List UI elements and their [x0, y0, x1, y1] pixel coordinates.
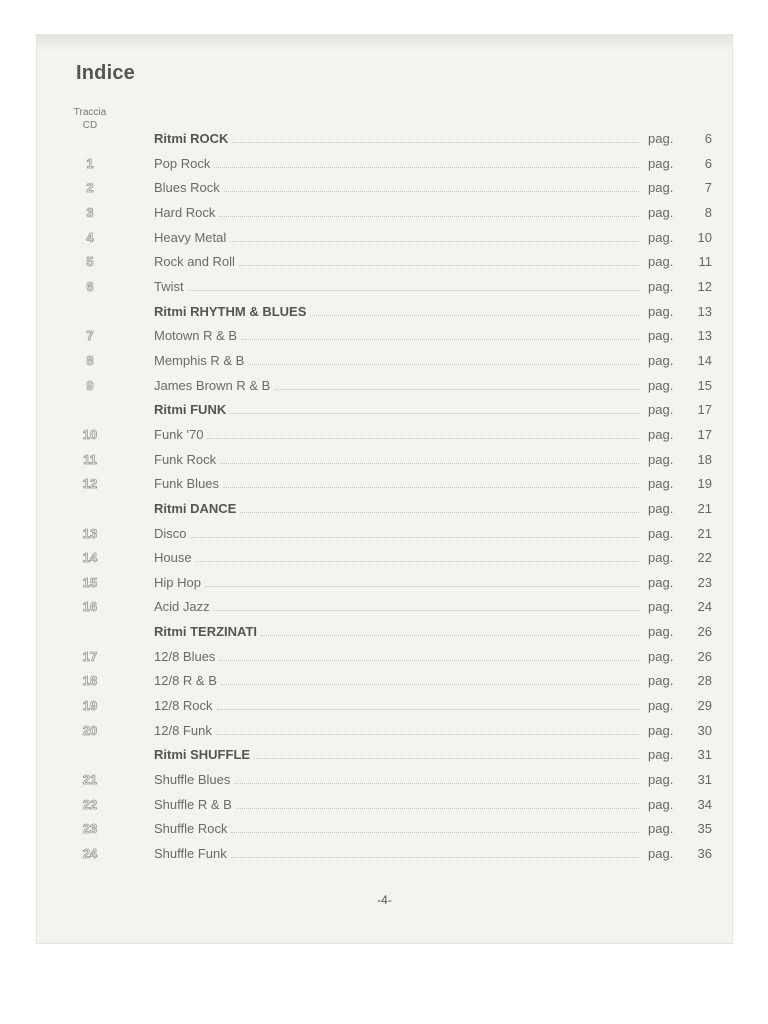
pag-label: pag. — [648, 550, 674, 566]
page-reference: 29 — [697, 698, 712, 714]
index-entry-row — [36, 152, 733, 177]
entry-label-group — [154, 402, 645, 417]
page-reference: 21 — [697, 525, 712, 541]
rhythm-title: 12/8 Funk — [154, 722, 212, 738]
section-title: Ritmi SHUFFLE — [154, 747, 251, 763]
dot-leader — [196, 551, 639, 562]
index-entry-row — [36, 645, 733, 670]
pag-label: pag. — [648, 476, 674, 492]
scanned-page — [36, 34, 733, 944]
entry-label-group — [154, 747, 645, 762]
dot-leader — [239, 255, 639, 266]
pag-label: pag. — [648, 722, 674, 738]
track-number: 12 — [82, 476, 98, 492]
track-number: 15 — [82, 574, 98, 590]
page-reference: 12 — [697, 278, 712, 294]
page-reference: 13 — [697, 328, 712, 344]
dot-leader — [188, 280, 639, 291]
rhythm-title: 12/8 Blues — [154, 648, 216, 664]
index-entry-row — [36, 423, 733, 448]
page-reference: 31 — [697, 747, 712, 763]
page-reference: 36 — [697, 846, 712, 862]
page-reference: 23 — [697, 574, 712, 590]
dot-leader — [214, 600, 639, 611]
entry-label-group — [154, 772, 645, 787]
track-number: 3 — [86, 204, 94, 220]
track-header-line-2: CD — [82, 120, 98, 131]
track-number: 9 — [86, 377, 94, 393]
pag-label: pag. — [648, 352, 674, 368]
pag-label: pag. — [648, 204, 674, 220]
entry-label-group — [154, 254, 645, 269]
rhythm-title: Heavy Metal — [154, 229, 227, 245]
dot-leader — [217, 699, 639, 710]
pag-label: pag. — [648, 525, 674, 541]
dot-leader — [207, 428, 639, 439]
page-reference: 35 — [697, 821, 712, 837]
pag-label: pag. — [648, 328, 674, 344]
dot-leader — [230, 231, 639, 242]
dot-leader — [220, 453, 639, 464]
entry-label-group — [154, 624, 645, 639]
rhythm-title: Shuffle Funk — [154, 846, 227, 862]
rhythm-title: Shuffle Rock — [154, 821, 228, 837]
dot-leader — [232, 132, 639, 143]
index-entry-row — [36, 275, 733, 300]
rhythm-title: Shuffle Blues — [154, 772, 231, 788]
pag-label: pag. — [648, 131, 674, 146]
pag-label: pag. — [648, 254, 674, 270]
entry-label-group — [154, 476, 645, 491]
rhythm-title: Acid Jazz — [154, 599, 210, 615]
page-reference: 21 — [697, 500, 712, 516]
index-entry-row — [36, 448, 733, 473]
pag-label: pag. — [648, 180, 674, 196]
rhythm-title: Hard Rock — [154, 204, 216, 220]
dot-leader — [234, 773, 639, 784]
page-reference: 17 — [697, 426, 712, 442]
rhythm-title: Hip Hop — [154, 574, 201, 590]
rhythm-title: James Brown R & B — [154, 377, 271, 393]
page-reference: 24 — [697, 599, 712, 615]
dot-leader — [219, 206, 639, 217]
rhythm-title: 12/8 Rock — [154, 698, 213, 714]
rhythm-title: Memphis R & B — [154, 352, 245, 368]
page-reference: 17 — [697, 402, 712, 418]
index-entry-row — [36, 349, 733, 374]
dot-leader — [231, 822, 639, 833]
track-number: 22 — [82, 796, 98, 812]
page-reference: 18 — [697, 451, 712, 467]
page-reference: 10 — [697, 229, 712, 245]
track-number: 14 — [82, 550, 98, 566]
index-entry-row — [36, 472, 733, 497]
rhythm-title: Pop Rock — [154, 155, 211, 171]
entry-label-group — [154, 378, 645, 393]
dot-leader — [221, 674, 639, 685]
dot-leader — [219, 650, 639, 661]
entry-label-group — [154, 131, 645, 146]
rhythm-title: Twist — [154, 278, 184, 294]
page-reference: 19 — [697, 476, 712, 492]
page-reference: 26 — [697, 648, 712, 664]
track-number: 6 — [86, 278, 94, 294]
entry-label-group — [154, 698, 645, 713]
track-number: 17 — [82, 648, 98, 664]
page-reference: 34 — [697, 796, 712, 812]
entry-label-group — [154, 526, 645, 541]
page-reference: 7 — [704, 180, 712, 196]
entry-label-group — [154, 230, 645, 245]
dot-leader — [216, 724, 639, 735]
page-reference: 6 — [704, 155, 712, 171]
entry-label-group — [154, 599, 645, 614]
index-entry-row — [36, 817, 733, 842]
page-reference: 28 — [697, 673, 712, 689]
rhythm-title: Funk Rock — [154, 451, 217, 467]
section-title: Ritmi TERZINATI — [154, 624, 258, 640]
dot-leader — [214, 157, 639, 168]
pag-label: pag. — [648, 574, 674, 590]
page-reference: 30 — [697, 722, 712, 738]
index-entry-row — [36, 250, 733, 275]
pag-label: pag. — [648, 821, 674, 837]
rhythm-title: Blues Rock — [154, 180, 220, 196]
track-number: 19 — [82, 698, 98, 714]
dot-leader — [261, 625, 639, 636]
pag-label: pag. — [648, 500, 674, 516]
pag-label: pag. — [648, 772, 674, 788]
index-entry-row — [36, 546, 733, 571]
rhythm-title: House — [154, 550, 192, 566]
entry-label-group — [154, 846, 645, 861]
index-entry-row — [36, 522, 733, 547]
rhythm-title: Rock and Roll — [154, 254, 235, 270]
dot-leader — [248, 354, 639, 365]
track-number: 1 — [86, 155, 94, 171]
track-number: 18 — [82, 673, 98, 689]
pag-label: pag. — [648, 846, 674, 862]
dot-leader — [231, 847, 639, 858]
section-title: Ritmi ROCK — [154, 131, 229, 146]
index-entry-row — [36, 201, 733, 226]
rhythm-title: Disco — [154, 525, 187, 541]
entry-label-group — [154, 797, 645, 812]
track-number: 4 — [86, 229, 94, 245]
pag-label: pag. — [648, 155, 674, 171]
track-number: 13 — [82, 525, 98, 541]
section-title: Ritmi FUNK — [154, 402, 227, 418]
track-header-line-1: Traccia — [73, 107, 107, 118]
index-entry-row — [36, 669, 733, 694]
section-heading-row — [36, 620, 733, 645]
entry-label-group — [154, 156, 645, 171]
page-reference: 6 — [704, 131, 712, 146]
entry-label-group — [154, 452, 645, 467]
page-number: -4- — [377, 893, 392, 907]
page-reference: 13 — [697, 303, 712, 319]
page-reference: 22 — [697, 550, 712, 566]
pag-label: pag. — [648, 402, 674, 418]
dot-leader — [254, 748, 639, 759]
dot-leader — [241, 329, 639, 340]
entry-label-group — [154, 328, 645, 343]
section-heading-row — [36, 398, 733, 423]
index-entry-row — [36, 374, 733, 399]
track-number: 16 — [82, 599, 98, 615]
track-number: 2 — [86, 180, 94, 196]
entry-label-group — [154, 427, 645, 442]
track-number: 11 — [83, 451, 97, 467]
pag-label: pag. — [648, 747, 674, 763]
dot-leader — [224, 181, 639, 192]
pag-label: pag. — [648, 599, 674, 615]
section-heading-row — [36, 743, 733, 768]
track-number: 21 — [82, 772, 98, 788]
entry-label-group — [154, 205, 645, 220]
index-entry-row — [36, 793, 733, 818]
dot-leader — [230, 403, 639, 414]
track-number: 10 — [82, 426, 98, 442]
page-title: Indice — [76, 62, 135, 84]
entry-label-group — [154, 550, 645, 565]
entry-label-group — [154, 723, 645, 738]
page-reference: 26 — [697, 624, 712, 640]
entry-label-group — [154, 501, 645, 516]
rhythm-title: 12/8 R & B — [154, 673, 217, 689]
track-number: 24 — [82, 846, 98, 862]
entry-label-group — [154, 673, 645, 688]
pag-label: pag. — [648, 377, 674, 393]
pag-label: pag. — [648, 698, 674, 714]
dot-leader — [223, 477, 639, 488]
pag-label: pag. — [648, 426, 674, 442]
track-number: 7 — [86, 328, 94, 344]
track-number: 23 — [82, 821, 98, 837]
section-heading-row — [36, 127, 733, 152]
section-heading-row — [36, 300, 733, 325]
page-reference: 15 — [697, 377, 712, 393]
track-number: 20 — [82, 722, 98, 738]
page-reference: 11 — [698, 254, 712, 270]
pag-label: pag. — [648, 796, 674, 812]
rhythm-title: Motown R & B — [154, 328, 238, 344]
entry-label-group — [154, 180, 645, 195]
index-entry-row — [36, 176, 733, 201]
dot-leader — [191, 527, 639, 538]
section-title: Ritmi RHYTHM & BLUES — [154, 303, 307, 319]
pag-label: pag. — [648, 303, 674, 319]
track-number: 8 — [86, 352, 94, 368]
rhythm-title: Shuffle R & B — [154, 796, 232, 812]
index-entry-row — [36, 842, 733, 867]
dot-leader — [236, 798, 639, 809]
index-entry-row — [36, 324, 733, 349]
rhythm-title: Funk Blues — [154, 476, 220, 492]
dot-leader — [240, 502, 639, 513]
pag-label: pag. — [648, 278, 674, 294]
index-entry-row — [36, 694, 733, 719]
dot-leader — [205, 576, 639, 587]
entry-label-group — [154, 304, 645, 319]
entry-label-group — [154, 279, 645, 294]
index-entry-row — [36, 719, 733, 744]
entry-label-group — [154, 821, 645, 836]
index-entry-row — [36, 768, 733, 793]
rhythm-title: Funk '70 — [154, 426, 204, 442]
section-heading-row — [36, 497, 733, 522]
entry-label-group — [154, 649, 645, 664]
pag-label: pag. — [648, 229, 674, 245]
index-entry-row — [36, 226, 733, 251]
dot-leader — [274, 379, 639, 390]
section-title: Ritmi DANCE — [154, 500, 237, 516]
pag-label: pag. — [648, 673, 674, 689]
index-entry-row — [36, 595, 733, 620]
index-entry-row — [36, 571, 733, 596]
page-reference: 8 — [704, 204, 712, 220]
pag-label: pag. — [648, 648, 674, 664]
pag-label: pag. — [648, 451, 674, 467]
track-number: 5 — [86, 254, 94, 270]
page-reference: 31 — [697, 772, 712, 788]
pag-label: pag. — [648, 624, 674, 640]
index-list — [36, 127, 733, 867]
entry-label-group — [154, 353, 645, 368]
page-reference: 14 — [697, 352, 712, 368]
entry-label-group — [154, 575, 645, 590]
dot-leader — [310, 305, 639, 316]
